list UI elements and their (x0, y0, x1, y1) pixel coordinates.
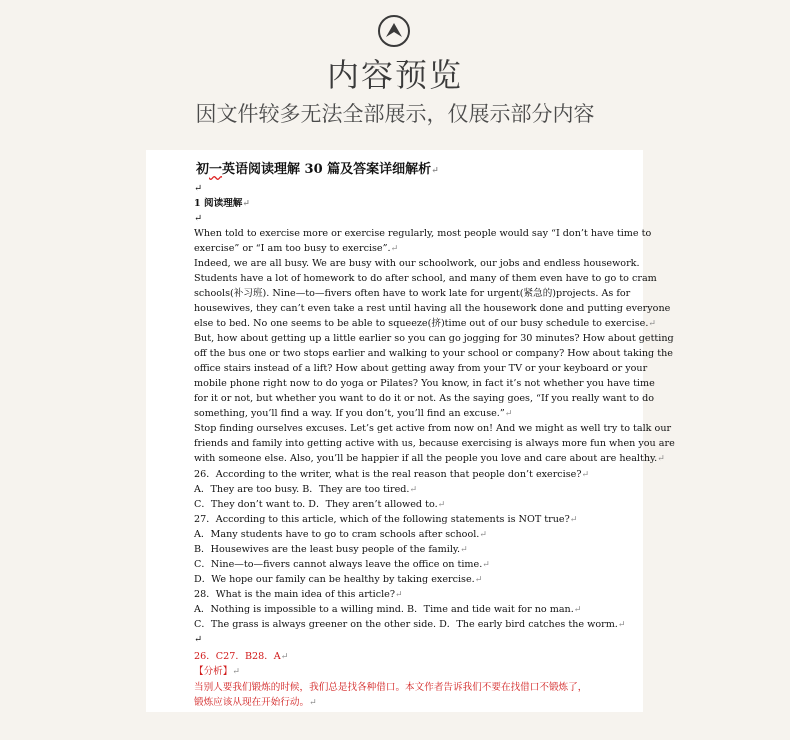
text-line: for it or not, but whether you want to do it or not. As the saying goes, “If you really want to do (194, 393, 654, 404)
text-line: friends and family into getting active with us, because exercising is always more fun when you are (194, 438, 675, 449)
document-title (196, 158, 439, 177)
text-line: Students have a lot of homework to do after school, and many of them even have to go to cram (194, 273, 657, 284)
option-line: C．The grass is always greener on the other side. D．The early bird catches the worm.↵ (194, 619, 626, 630)
document-preview (146, 150, 675, 712)
answer-line: 26．C27．B28．A↵ (194, 651, 289, 662)
text-line: But, how about getting up a little earlier so you can go jogging for 30 minutes? How about getting (194, 333, 674, 344)
title-rest: 英语阅读理解 30 篇及答案详细解析 (222, 162, 432, 177)
section-heading: 1 阅读理解↵ (194, 198, 250, 209)
text-line: exercise” or “I am too busy to exercise”.↵ (194, 243, 399, 254)
page-subtitle: 因文件较多无法全部展示，仅展示部分内容 (195, 102, 595, 126)
analysis-line: 锻炼应该从现在开始行动。↵ (194, 697, 317, 708)
option-line: A．Many students have to go to cram schools after school.↵ (194, 529, 487, 540)
question-line: 27．According to this article, which of the following statements is NOT true?↵ (194, 514, 578, 525)
question-line: 26．According to the writer, what is the real reason that people don’t exercise?↵ (194, 469, 590, 480)
question-line: 28．What is the main idea of this article?↵ (194, 589, 403, 600)
text-line: housewives, they can’t even take a rest until having all the housework done and putting everyone (194, 303, 671, 314)
text-line: something, you’ll find a way. If you don’t, you’ll find an excuse.”↵ (194, 408, 513, 419)
text-line: Stop finding ourselves excuses. Let’s get active from now on! And we might as well try to talk our (194, 423, 672, 434)
analysis-label: 【分析】↵ (194, 666, 240, 677)
option-line: B．Housewives are the least busy people of the family.↵ (194, 544, 468, 555)
text-line: mobile phone right now to do yoga or Pilates? You know, in fact it’s not whether you have time (194, 378, 655, 389)
option-line: D．We hope our family can be healthy by taking exercise.↵ (194, 574, 483, 585)
text-line: Indeed, we are all busy. We are busy with our schoolwork, our jobs and endless housework. (194, 258, 640, 269)
text-line: office stairs instead of a lift? How about getting away from your TV or your keyboard or your (194, 363, 648, 374)
up-chevron-circle-icon (377, 14, 411, 48)
text-line: When told to exercise more or exercise regularly, most people would say “I don’t have time to (194, 228, 652, 239)
analysis-line: 当别人要我们锻炼的时候，我们总是找各种借口。本文作者告诉我们不要在找借口不锻炼了， (194, 682, 588, 693)
paragraph-mark: ↵ (194, 213, 203, 224)
paragraph-mark: ↵ (194, 183, 203, 194)
text-line: off the bus one or two stops earlier and walking to your school or company? How about taking the (194, 348, 673, 359)
title-wavy-char: 一 (209, 162, 223, 177)
option-line: C．Nine—to—fivers cannot always leave the office on time.↵ (194, 559, 490, 570)
paragraph-mark: ↵ (194, 634, 203, 645)
text-line: else to bed. No one seems to be able to squeeze(挤)time out of our busy schedule to exercise.↵ (194, 318, 656, 329)
page-title: 内容预览 (326, 56, 463, 94)
paragraph-mark: ↵ (431, 166, 439, 176)
option-line: A．Nothing is impossible to a willing mind. B．Time and tide wait for no man.↵ (194, 604, 582, 615)
option-line: C．They don’t want to. D．They aren’t allowed to.↵ (194, 499, 446, 510)
text-line: schools(补习班). Nine—to—fivers often have to work late for urgent(紧急的)projects. As for (194, 288, 631, 299)
option-line: A．They are too busy. B．They are too tired.↵ (194, 484, 418, 495)
text-line: with someone else. Also, you’ll be happier if all the people you love and care about are healthy.↵ (194, 453, 665, 464)
title-prefix: 初 (196, 162, 210, 177)
